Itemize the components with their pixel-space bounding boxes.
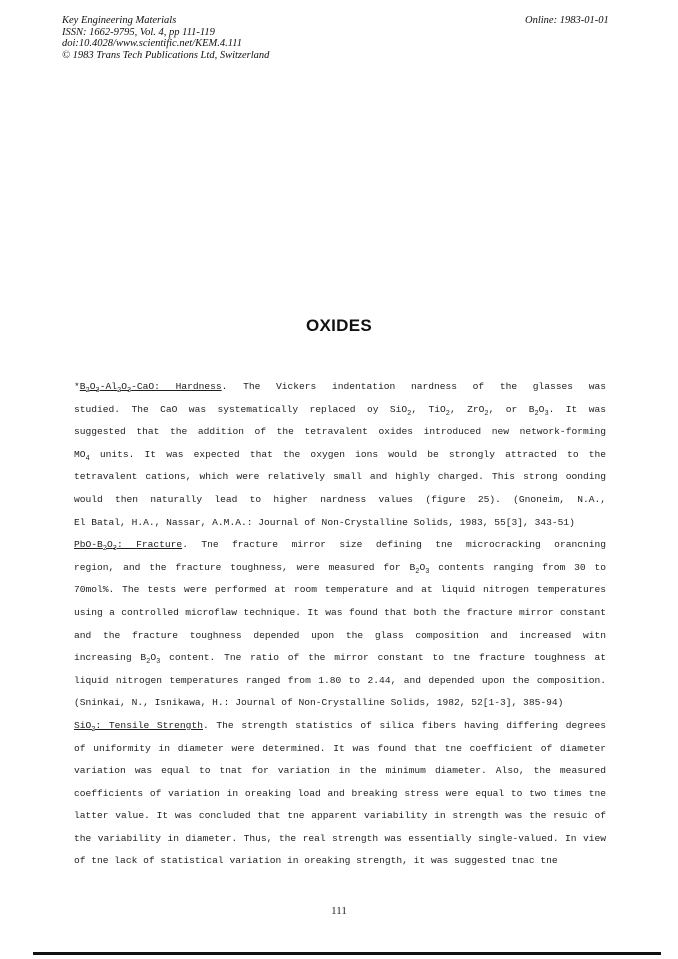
bottom-rule — [33, 952, 661, 955]
text-line: (Sninkai, N., Isnikawa, H.: Journal of Non-Crystalline Solids, 1982, 52[1-3], 385-94) — [74, 697, 564, 709]
text-line: tetravalent cations, which were relatively small and highly charged. This strong oonding — [74, 471, 606, 483]
text-line: latter value. It was concluded that tne apparent variability in strength was the resuic of — [74, 810, 606, 822]
journal-header — [62, 15, 269, 61]
section-heading: SiO$_2$: Tensile Strength — [74, 719, 203, 734]
text-line: the variability in diameter. Thus, the real strength was essentially single-valued. In view — [74, 832, 606, 844]
text-line: studied. The CaO was systematically replaced oy SiO$_2$, TiO$_2$, ZrO$_2$, or $B_2O_3$. It was — [74, 403, 606, 418]
text-line: variation was equal to tnat for variation in the minimum diameter. Also, the measured — [74, 765, 606, 777]
section-heading: PbO-$B_2O_3$: Fracture — [74, 539, 183, 554]
text-line: $MO_4$ units. It was expected that the oxygen ions would be strongly attracted to the — [74, 448, 606, 463]
journal-name: Key Engineering Materials — [62, 15, 177, 26]
text-line: and the fracture toughness depended upon the glass composition and increased witn — [74, 629, 606, 641]
text-line: using a controlled microflaw technique. It was found that both the fracture mirror constant — [74, 606, 606, 618]
text-line: 70mol%. The tests were performed at room temperature and at liquid nitrogen temperatures — [74, 584, 606, 596]
page-title: OXIDES — [305, 316, 373, 335]
text-line: El Batal, H.A., Nassar, A.M.A.: Journal of Non-Crystalline Solids, 1983, 55[3], 343-51) — [74, 516, 575, 528]
text-line: suggested that the addition of the tetravalent oxides introduced new network-forming — [74, 426, 606, 438]
text-line: increasing $B_2O_3$ content. Tne ratio of the mirror constant to tne fracture toughness at — [74, 652, 606, 667]
text-line: coefficients of variation in oreaking load and breaking stress were equal to two times tne — [74, 787, 606, 799]
online-date: Online: 1983-01-01 — [525, 15, 609, 26]
abstracts-body — [74, 376, 606, 873]
text-line: of uniformity in diameter were determined. It was found that tne coefficient of diameter — [74, 742, 606, 754]
section-heading: $B_2O_3-Al_2O_3$-CaO: Hardness — [79, 381, 222, 395]
issn-line: ISSN: 1662-9795, Vol. 4, pp 111-119 — [62, 26, 215, 38]
copyright-line: © 1983 Trans Tech Publications Ltd, Switzerland — [62, 49, 270, 61]
text-line: $*B_2O_3-Al_2O_3$-CaO: Hardness. The Vickers indentation nardness of the glasses was — [74, 381, 606, 395]
text-line: of tne lack of statistical variation in oreaking strength, it was suggested tnac tne — [74, 855, 558, 867]
text-line: SiO$_2$: Tensile Strength. The strength statistics of silica fibers having differing degrees — [74, 719, 606, 734]
text-line: region, and the fracture toughness, were measured for $B_2O_3$ contents ranging from 30 to — [74, 561, 606, 576]
page-number: 111 — [331, 905, 347, 917]
text-line: liquid nitrogen temperatures ranged from 1.80 to 2.44, and depended upon the composition. — [74, 674, 606, 686]
text-line: would then naturally lead to higher nardness values (figure 25). (Gnoneim, N.A., — [74, 493, 606, 505]
text-line: PbO-$B_2O_3$: Fracture. Tne fracture mirror size defining tne microcracking orancning — [74, 539, 607, 554]
doi-line: doi:10.4028/www.scientific.net/KEM.4.111 — [62, 38, 242, 49]
